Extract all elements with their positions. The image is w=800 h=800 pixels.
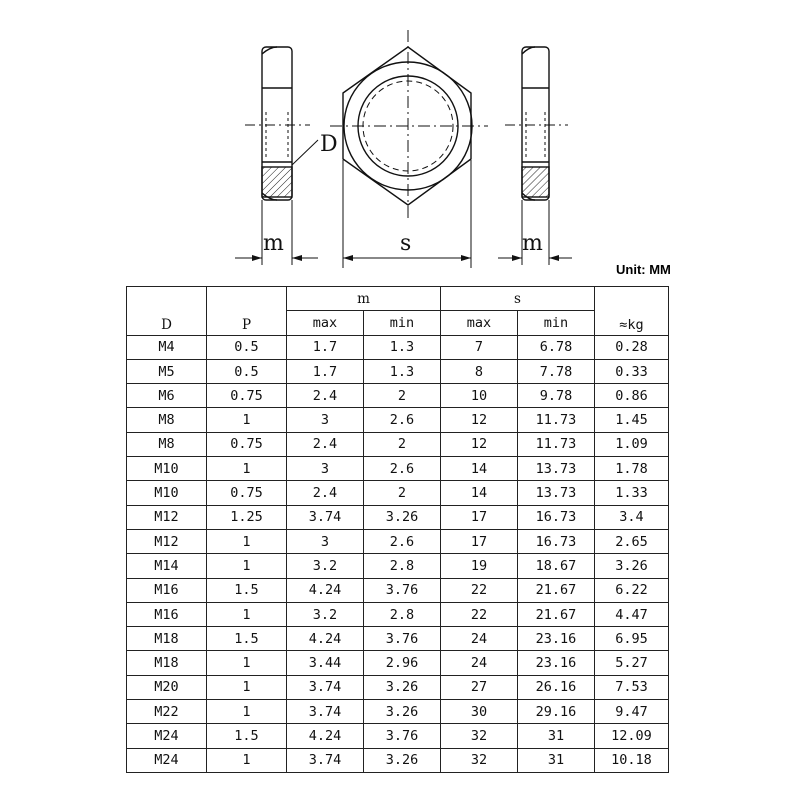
cell-d: M6 [127, 384, 207, 408]
cell-d: M24 [127, 724, 207, 748]
cell-d: M16 [127, 578, 207, 602]
cell-p: 1.25 [207, 505, 287, 529]
table-row [127, 748, 669, 772]
thickness-label-right: m [522, 231, 543, 256]
cell-m-min: 1.3 [364, 359, 441, 383]
spec-table [126, 286, 669, 773]
cell-s-max: 17 [441, 529, 518, 553]
cell-s-max: 17 [441, 505, 518, 529]
cell-weight: 9.47 [595, 700, 669, 724]
cell-s-max: 19 [441, 554, 518, 578]
cell-m-max: 2.4 [287, 481, 364, 505]
cell-p: 1 [207, 408, 287, 432]
table-row [127, 724, 669, 748]
cell-s-max: 7 [441, 335, 518, 359]
table-row [127, 602, 669, 626]
cell-m-max: 3.2 [287, 602, 364, 626]
cell-s-min: 7.78 [518, 359, 595, 383]
table-row [127, 529, 669, 553]
cell-s-min: 6.78 [518, 335, 595, 359]
cell-m-max: 4.24 [287, 578, 364, 602]
cell-weight: 4.47 [595, 602, 669, 626]
cell-d: M5 [127, 359, 207, 383]
cell-d: M8 [127, 432, 207, 456]
header-s-max: max [441, 311, 518, 335]
cell-weight: 0.28 [595, 335, 669, 359]
table-row [127, 505, 669, 529]
cell-weight: 1.45 [595, 408, 669, 432]
table-row [127, 335, 669, 359]
header-d: D [127, 287, 207, 336]
cell-s-min: 16.73 [518, 505, 595, 529]
cell-d: M10 [127, 481, 207, 505]
table-row [127, 457, 669, 481]
cell-m-min: 2 [364, 384, 441, 408]
cell-weight: 1.09 [595, 432, 669, 456]
cell-p: 1 [207, 602, 287, 626]
cell-p: 1 [207, 748, 287, 772]
cell-s-min: 23.16 [518, 627, 595, 651]
cell-d: M10 [127, 457, 207, 481]
cell-weight: 1.33 [595, 481, 669, 505]
cell-p: 1.5 [207, 724, 287, 748]
cell-m-min: 2 [364, 432, 441, 456]
cell-m-min: 3.26 [364, 748, 441, 772]
cell-m-max: 3.74 [287, 675, 364, 699]
table-row [127, 359, 669, 383]
cell-s-max: 30 [441, 700, 518, 724]
header-weight: ≈kg [595, 287, 669, 336]
cell-s-min: 23.16 [518, 651, 595, 675]
cell-p: 1 [207, 675, 287, 699]
cell-m-max: 2.4 [287, 432, 364, 456]
cell-m-min: 3.76 [364, 578, 441, 602]
cell-d: M20 [127, 675, 207, 699]
cell-s-max: 22 [441, 602, 518, 626]
cell-d: M24 [127, 748, 207, 772]
cell-p: 1 [207, 651, 287, 675]
cell-d: M14 [127, 554, 207, 578]
table-row [127, 384, 669, 408]
cell-d: M8 [127, 408, 207, 432]
cell-d: M18 [127, 627, 207, 651]
cell-d: M22 [127, 700, 207, 724]
cell-m-min: 2.6 [364, 408, 441, 432]
table-row [127, 408, 669, 432]
header-p: P [207, 287, 287, 336]
cell-s-min: 16.73 [518, 529, 595, 553]
header-m-min: min [364, 311, 441, 335]
cell-m-min: 2.6 [364, 457, 441, 481]
cell-p: 1.5 [207, 627, 287, 651]
cell-m-min: 2.8 [364, 554, 441, 578]
cell-s-max: 10 [441, 384, 518, 408]
cell-s-max: 32 [441, 748, 518, 772]
header-m-max: max [287, 311, 364, 335]
cell-m-min: 2.6 [364, 529, 441, 553]
header-s-min: min [518, 311, 595, 335]
cell-s-min: 9.78 [518, 384, 595, 408]
cell-s-max: 14 [441, 457, 518, 481]
header-m: m [287, 287, 441, 311]
cell-m-max: 3.74 [287, 748, 364, 772]
cell-s-max: 8 [441, 359, 518, 383]
cell-m-max: 3 [287, 408, 364, 432]
header-s: s [441, 287, 595, 311]
cell-p: 1 [207, 700, 287, 724]
cell-m-max: 4.24 [287, 724, 364, 748]
cell-weight: 1.78 [595, 457, 669, 481]
table-row [127, 651, 669, 675]
cell-d: M12 [127, 505, 207, 529]
cell-p: 0.75 [207, 481, 287, 505]
cell-s-min: 21.67 [518, 602, 595, 626]
cell-s-min: 29.16 [518, 700, 595, 724]
cell-weight: 5.27 [595, 651, 669, 675]
cell-p: 1 [207, 529, 287, 553]
cell-d: M16 [127, 602, 207, 626]
cell-weight: 3.26 [595, 554, 669, 578]
cell-weight: 7.53 [595, 675, 669, 699]
cell-m-max: 3.74 [287, 505, 364, 529]
cell-s-min: 21.67 [518, 578, 595, 602]
width-label: s [400, 231, 412, 256]
cell-s-max: 14 [441, 481, 518, 505]
cell-d: M4 [127, 335, 207, 359]
cell-m-max: 3 [287, 529, 364, 553]
cell-p: 1 [207, 457, 287, 481]
cell-m-min: 3.76 [364, 724, 441, 748]
table-row [127, 700, 669, 724]
table-row [127, 627, 669, 651]
table-row [127, 432, 669, 456]
cell-s-max: 12 [441, 432, 518, 456]
cell-p: 1 [207, 554, 287, 578]
cell-s-min: 18.67 [518, 554, 595, 578]
cell-m-min: 3.76 [364, 627, 441, 651]
cell-s-max: 24 [441, 627, 518, 651]
cell-d: M12 [127, 529, 207, 553]
thickness-label-left: m [263, 231, 284, 256]
cell-s-min: 26.16 [518, 675, 595, 699]
cell-s-max: 27 [441, 675, 518, 699]
cell-m-min: 3.26 [364, 675, 441, 699]
cell-weight: 6.22 [595, 578, 669, 602]
table-row [127, 675, 669, 699]
cell-p: 0.5 [207, 335, 287, 359]
cell-p: 0.5 [207, 359, 287, 383]
cell-s-max: 24 [441, 651, 518, 675]
cell-m-max: 3.74 [287, 700, 364, 724]
cell-s-max: 32 [441, 724, 518, 748]
hex-nut-drawing [0, 0, 800, 290]
cell-weight: 2.65 [595, 529, 669, 553]
cell-m-max: 3.2 [287, 554, 364, 578]
cell-m-min: 2.96 [364, 651, 441, 675]
cell-weight: 10.18 [595, 748, 669, 772]
cell-weight: 6.95 [595, 627, 669, 651]
cell-weight: 3.4 [595, 505, 669, 529]
cell-p: 0.75 [207, 384, 287, 408]
cell-p: 1.5 [207, 578, 287, 602]
cell-m-max: 4.24 [287, 627, 364, 651]
cell-s-min: 31 [518, 724, 595, 748]
cell-m-min: 3.26 [364, 700, 441, 724]
cell-m-max: 2.4 [287, 384, 364, 408]
table-row [127, 554, 669, 578]
cell-weight: 12.09 [595, 724, 669, 748]
cell-m-max: 3 [287, 457, 364, 481]
cell-m-min: 1.3 [364, 335, 441, 359]
table-row [127, 481, 669, 505]
cell-m-max: 1.7 [287, 359, 364, 383]
cell-m-min: 3.26 [364, 505, 441, 529]
cell-weight: 0.86 [595, 384, 669, 408]
cell-s-min: 31 [518, 748, 595, 772]
table-row [127, 578, 669, 602]
cell-s-max: 12 [441, 408, 518, 432]
diameter-label: D [320, 132, 338, 157]
cell-m-min: 2.8 [364, 602, 441, 626]
cell-m-max: 1.7 [287, 335, 364, 359]
cell-weight: 0.33 [595, 359, 669, 383]
spec-table-body [127, 335, 669, 772]
unit-label: Unit: MM [616, 262, 671, 277]
cell-s-max: 22 [441, 578, 518, 602]
cell-m-min: 2 [364, 481, 441, 505]
cell-s-min: 11.73 [518, 432, 595, 456]
cell-d: M18 [127, 651, 207, 675]
cell-p: 0.75 [207, 432, 287, 456]
cell-m-max: 3.44 [287, 651, 364, 675]
cell-s-min: 13.73 [518, 457, 595, 481]
cell-s-min: 13.73 [518, 481, 595, 505]
cell-s-min: 11.73 [518, 408, 595, 432]
